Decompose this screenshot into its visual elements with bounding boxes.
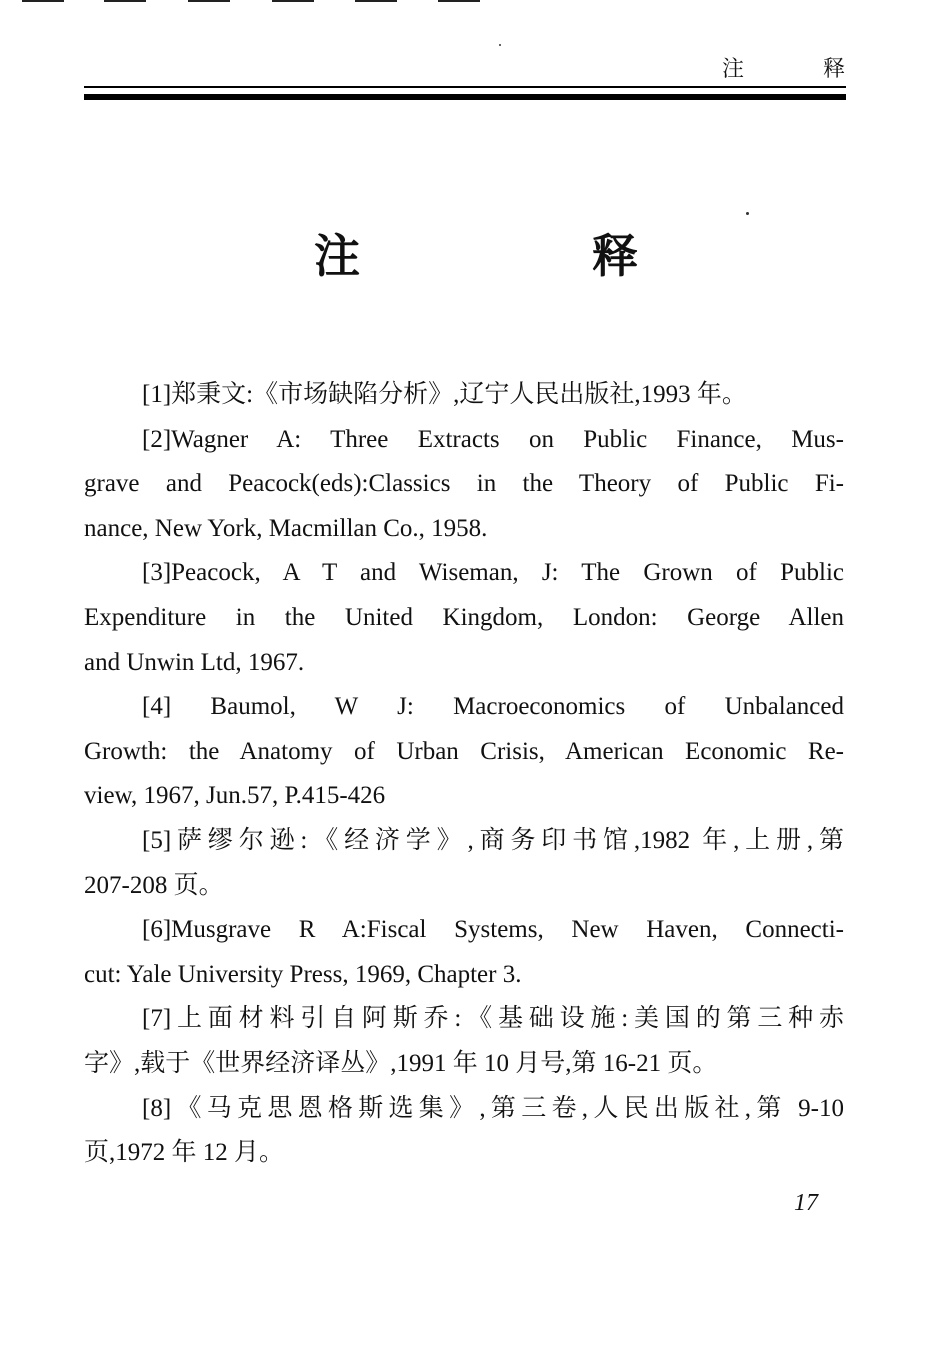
note-line: [6]Musgrave R A:Fiscal Systems, New Haven, Connecti- — [142, 916, 844, 944]
note-item — [84, 819, 844, 908]
note-item — [84, 908, 844, 997]
note-line: view, 1967, Jun.57, P.415-426 — [84, 782, 386, 810]
note-item — [84, 1087, 844, 1176]
notes-list — [84, 373, 844, 1176]
scan-artifact-dash — [438, 0, 480, 2]
page-number: 17 — [794, 1190, 818, 1216]
scan-artifact-dash — [188, 0, 230, 2]
chapter-title: 注 释 — [313, 229, 746, 283]
note-item — [84, 997, 844, 1086]
note-item — [84, 373, 844, 418]
scan-speck — [746, 212, 749, 215]
header-rule-thick — [84, 94, 846, 100]
scan-artifact-dash — [355, 0, 397, 2]
header-rule-thin — [84, 86, 846, 88]
note-line: [1]郑秉文:《市场缺陷分析》,辽宁人民出版社,1993 年。 — [142, 381, 747, 408]
note-line: [8]《马克思恩格斯选集》,第三卷,人民出版社,第 9-10 — [142, 1094, 844, 1122]
note-line: 207-208 页。 — [84, 871, 224, 899]
note-item — [84, 551, 844, 685]
scan-speck — [499, 44, 501, 46]
note-line: cut: Yale University Press, 1969, Chapter 3. — [84, 960, 522, 988]
note-line: grave and Peacock(eds):Classics in the Theory of Public Fi- — [84, 470, 844, 498]
note-line: [7]上面材料引自阿斯乔:《基础设施:美国的第三种赤 — [142, 1005, 844, 1033]
note-line: Expenditure in the United Kingdom, London: George Allen — [84, 603, 844, 631]
running-header-title: 注 释 — [722, 57, 881, 82]
note-line: nance, New York, Macmillan Co., 1958. — [84, 514, 488, 542]
note-line: [4] Baumol, W J: Macroeconomics of Unbalanced — [142, 693, 844, 721]
note-line: Growth: the Anatomy of Urban Crisis, American Economic Re- — [84, 737, 844, 765]
note-line: and Unwin Ltd, 1967. — [84, 648, 305, 676]
note-line: [3]Peacock, A T and Wiseman, J: The Grown of Public — [142, 559, 844, 587]
scan-artifact-dash — [272, 0, 314, 2]
scan-artifact-dash — [22, 0, 64, 2]
note-line: 字》,载于《世界经济译丛》,1991 年 10 月号,第 16-21 页。 — [84, 1049, 718, 1077]
note-line: [5]萨缪尔逊:《经济学》,商务印书馆,1982 年,上册,第 — [142, 826, 844, 854]
note-line: [2]Wagner A: Three Extracts on Public Finance, Mus- — [142, 425, 844, 453]
note-line: 页,1972 年 12 月。 — [84, 1139, 285, 1167]
scan-artifact-dash — [104, 0, 146, 2]
note-item — [84, 418, 844, 552]
note-item — [84, 685, 844, 819]
